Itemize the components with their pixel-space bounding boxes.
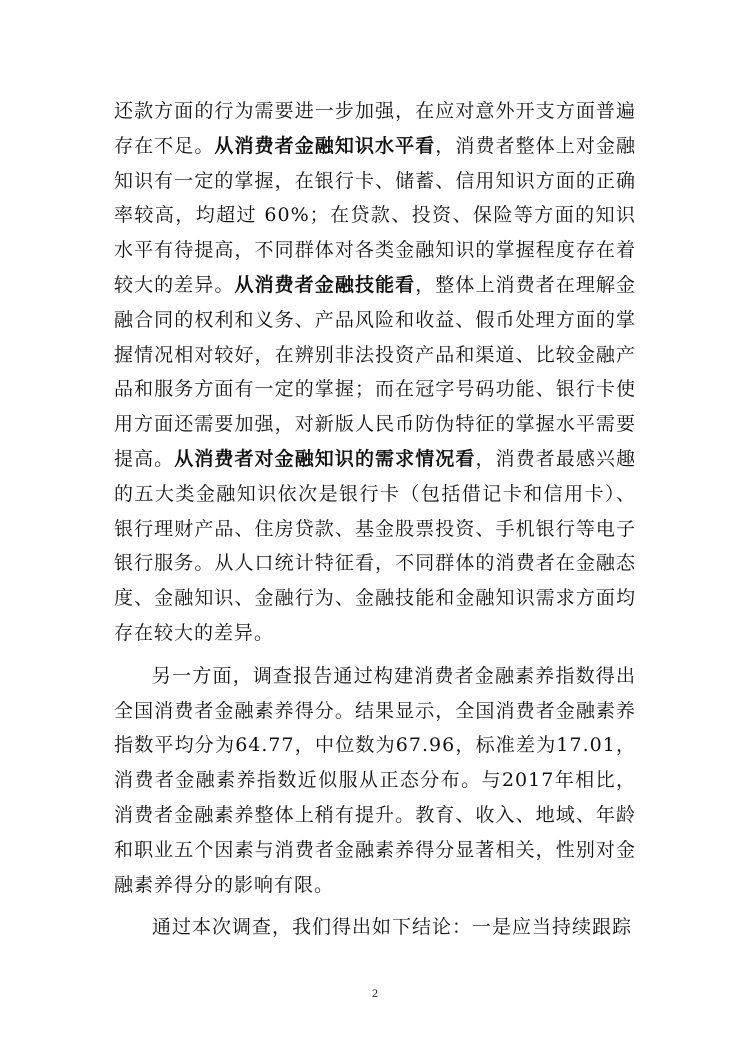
paragraph-3 <box>114 910 636 945</box>
heading-financial-knowledge: 从消费者金融知识水平看 <box>214 134 436 157</box>
paragraph-1-text-4: ，消费者最感兴趣的五大类金融知识依次是银行卡（包括借记卡和信用卡）、银行理财产品、住房贷款、基金股票投资、手机银行等电子银行服务。从人口统计特征看，不同群体的消费者在金融态度、金融知识、金融行为、金融技能和金融知识需求方面均存在较大的差异。 <box>114 447 636 644</box>
heading-financial-skills: 从消费者金融技能看 <box>234 273 416 296</box>
heading-knowledge-demand: 从消费者对金融知识的需求情况看 <box>174 447 476 470</box>
paragraph-1 <box>114 94 636 651</box>
paragraph-1-text-3: ，整体上消费者在理解金融合同的权利和义务、产品风险和收益、假币处理方面的掌握情况相对较好，在辨别非法投资产品和渠道、比较金融产品和服务方面有一定的掌握；而在冠字号码功能、银行卡使用方面还需要加强，对新版人民币防伪特征的掌握水平需要提高。 <box>114 273 636 470</box>
paragraph-1-text-2: ，消费者整体上对金融知识有一定的掌握，在银行卡、储蓄、信用知识方面的正确率较高，均超过 60%；在贷款、投资、保险等方面的知识水平有待提高，不同群体对各类金融知识的掌握程度存在着较大的差异。 <box>114 134 636 296</box>
paragraph-1-text-1: 还款方面的行为需要进一步加强，在应对意外开支方面普遍存在不足。 <box>114 100 636 157</box>
paragraph-3-text: 通过本次调查，我们得出如下结论：一是应当持续跟踪 <box>152 916 633 939</box>
paragraph-2-text: 另一方面，调查报告通过构建消费者金融素养指数得出全国消费者金融素养得分。结果显示，全国消费者金融素养指数平均分为64.77，中位数为67.96，标准差为17.01，消费者金融素养指数近似服从正态分布。与2017年相比，消费者金融素养整体上稍有提升。教育、收入、地域、年龄和职业五个因素与消费者金融素养得分显著相关，性别对金融素养得分的影响有限。 <box>114 664 636 896</box>
paragraph-2 <box>114 659 636 903</box>
document-body <box>114 94 636 953</box>
page-number: 2 <box>372 986 378 1000</box>
